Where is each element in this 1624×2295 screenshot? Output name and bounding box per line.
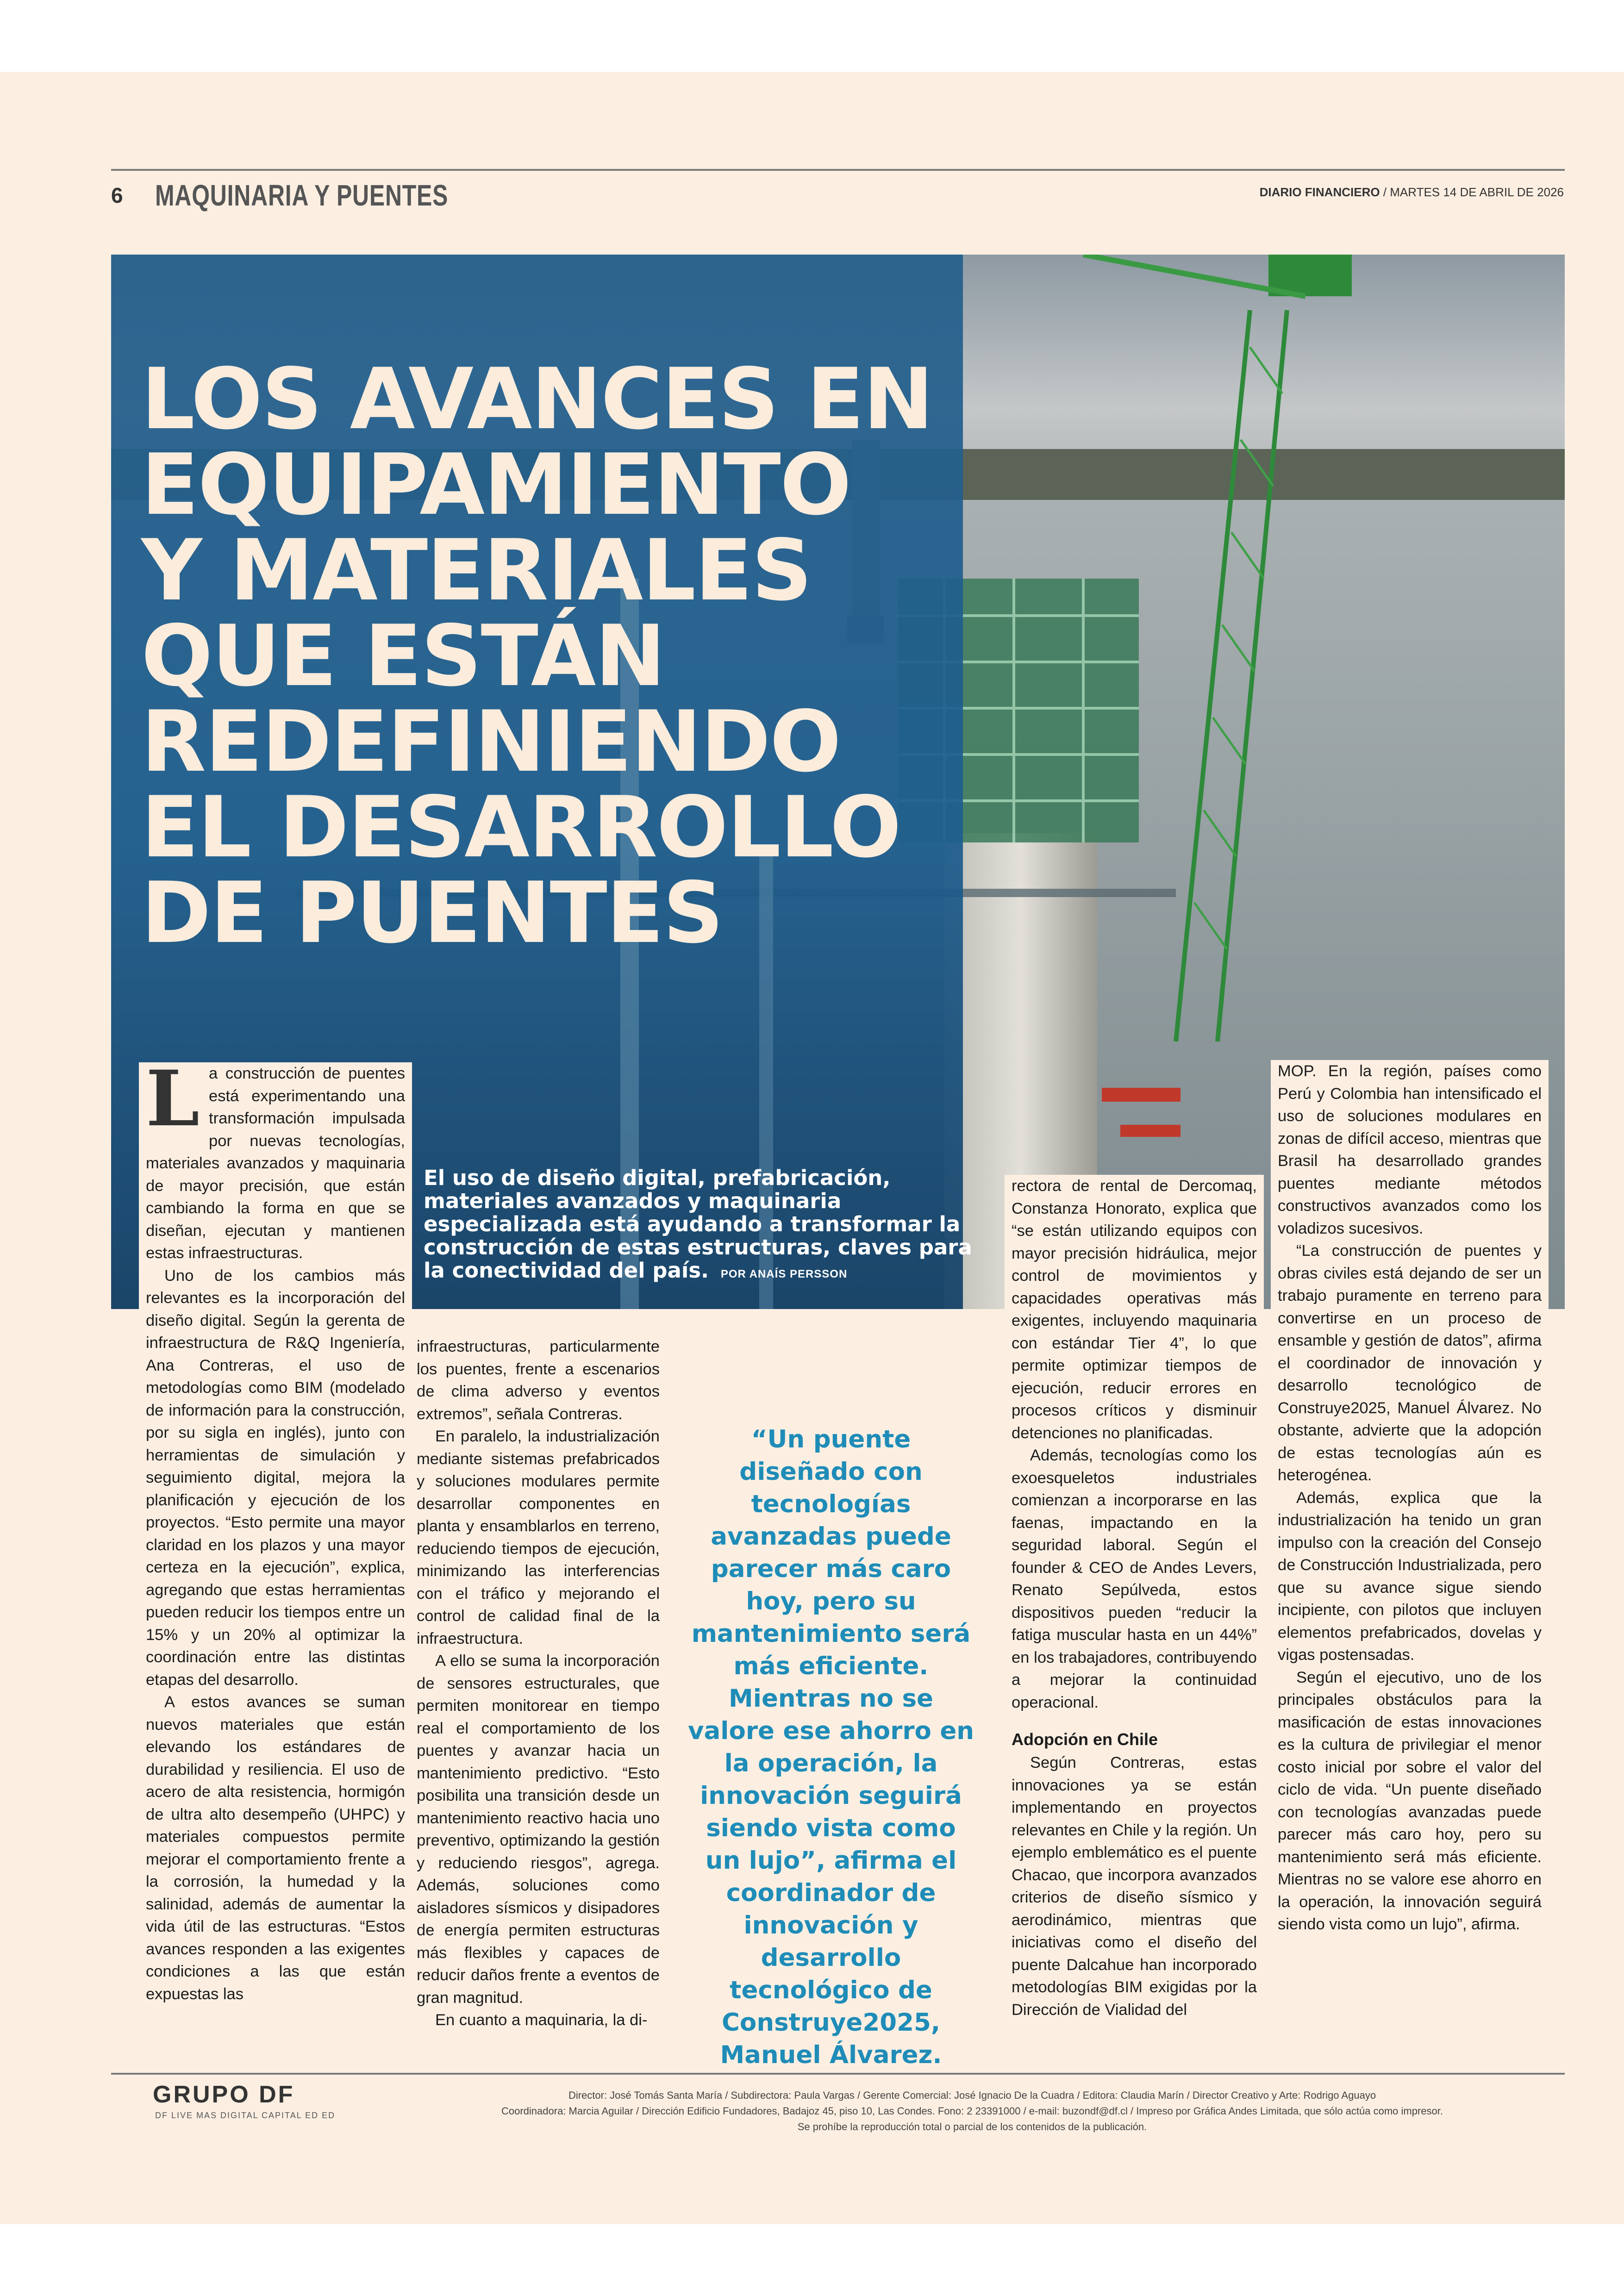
headline-line: EL DESARROLLO <box>141 778 901 876</box>
headline-line: DE PUENTES <box>141 864 723 962</box>
article-column-2 <box>417 1335 660 2032</box>
paragraph: La construcción de puentes está experimentando una transformación impulsada por nuevas tecnologías, materiales avanzados y maquinaria de mayor precisión, que están cambiando la forma en que se diseñan, ejecutan y mantienen estas infraestructuras. <box>146 1054 405 1262</box>
credits-line: Director: José Tomás Santa María / Subdirectora: Paula Vargas / Gerente Comercial: José Ignacio De la Cuadra / Editora: Claudia Marín / Director Creativo y Arte: Rodrigo Aguayo <box>568 2089 1376 2101</box>
deck <box>424 1166 979 1282</box>
publication-info <box>1260 185 1564 200</box>
section-title: MAQUINARIA Y PUENTES <box>155 179 449 212</box>
paragraph: Según el ejecutivo, uno de los principales obstáculos para la masificación de estas innovaciones es la cultura de privilegiar el menor costo inicial por sobre el valor del ciclo de vida. “Un puente diseñado con tecnologías avanzadas puede parecer más caro hoy, pero su mantenimiento será más eficiente. Mientras no se valore ese ahorro en la operación, la innovación seguirá siendo vista como un lujo”, afirma. <box>1278 1668 1542 1933</box>
paragraph: Según Contreras, estas innovaciones ya se están implementando en proyectos relevantes en Chile y la región. Un ejemplo emblemático es el puente Chacao, que incorpora avanzados criterios de diseño sísmico y aerodinámico, mientras que iniciativas como el diseño del puente Dalcahue han incorporado metodologías BIM exigidas por la Dirección de Vialidad del <box>1012 1754 1257 2019</box>
credits <box>380 2088 1565 2135</box>
paragraph: Uno de los cambios más relevantes es la incorporación del diseño digital. Según la gerenta de infraestructura de R&Q Ingeniería, Ana Contreras, el uso de metodologías como BIM (modelado de información para la construcción, por su sigla en inglés), junto con herramientas de simulación y seguimiento digital, mejora la planificación y ejecución de los proyectos. “Esto permite una mayor claridad en los plazos y una mayor certeza en la ejecución”, explica, agregando que estas herramientas pueden reducir los tiempos entre un 15% y un 20% al optimizar la coordinación entre las distintas etapas del desarrollo. <box>146 1266 405 1689</box>
paragraph: rectora de rental de Dercomaq, Constanza Honorato, explica que “se están utilizando equipos con mayor precisión hidráulica, mejor control de movimientos y capacidades operativas más exigentes, incluyendo maquinaria con estándar Tier 4”, lo que permite optimizar tiempos de ejecución, reducir errores en procesos críticos y disminuir detenciones no planificadas. <box>1012 1177 1257 1442</box>
paragraph: A estos avances se suman nuevos materiales que están elevando los estándares de durabilidad y resiliencia. El uso de acero de alta resistencia, hormigón de ultra alto desempeño (UHPC) y materiales compuestos permite mejorar el comportamiento frente a la corrosión, la humedad y la salinidad, además de aumentar la vida útil de las estructuras. “Estos avances responden a las exigentes condiciones a las que están expuestas las <box>146 1693 405 2003</box>
credits-line: Coordinadora: Marcia Aguilar / Dirección Edificio Fundadores, Badajoz 45, piso 10, Las Condes. Fono: 2 23391000 / e-mail: buzondf@df.cl / Impreso por Gráfica Andes Limitada, que sólo actúa como impresor. <box>501 2105 1443 2117</box>
headline <box>141 350 951 962</box>
headline-line: Y MATERIALES <box>141 521 812 619</box>
subheading: Adopción en Chile <box>1012 1730 1158 1749</box>
publication-date: / MARTES 14 DE ABRIL DE 2026 <box>1383 185 1564 199</box>
deck-text: El uso de diseño digital, prefabricación, materiales avanzados y maquinaria especializada está ayudando a transformar la construcción de estas estructuras, claves para la conectividad del país. <box>424 1166 972 1283</box>
brand-logo: GRUPO DF <box>153 2081 295 2108</box>
paragraph: En paralelo, la industrialización mediante sistemas prefabricados y soluciones modulares permite desarrollar componentes en planta y ensamblarlos en terreno, reduciendo tiempos de ejecución, minimizando las interferencias con el tráfico y mejorando el control de calidad final de la infraestructura. <box>417 1428 660 1647</box>
paragraph: A ello se suma la incorporación de sensores estructurales, que permiten monitorear en tiempo real el comportamiento de los puentes y avanzar hacia un mantenimiento predictivo. “Esto posibilita una transición desde un mantenimiento reactivo hacia uno preventivo, optimizando la gestión y reduciendo riesgos”, agrega. Además, soluciones como aisladores sísmicos y disipadores de energía permiten estructuras más flexibles y capaces de reducir daños frente a eventos de gran magnitud. <box>417 1652 660 2007</box>
credits-line: Se prohíbe la reproducción total o parcial de los contenidos de la publicación. <box>797 2121 1147 2133</box>
publication-name: DIARIO FINANCIERO <box>1259 185 1380 199</box>
paragraph: En cuanto a maquinaria, la di- <box>435 2011 648 2029</box>
byline: POR ANAÍS PERSSON <box>720 1268 848 1280</box>
pull-quote: “Un puente diseñado con tecnologías avanzadas puede parecer más caro hoy, pero su mantenimiento será más eficiente. Mientras no se valore ese ahorro en la operación, la innovación seguirá siendo vista como un lujo”, afirma el coordinador de innovación y desarrollo tecnológico de Construye2025, Manuel Álvarez. <box>687 1425 974 2069</box>
headline-line: REDEFINIENDO <box>141 692 841 791</box>
headline-line: EQUIPAMIENTO <box>141 436 851 534</box>
paragraph: Además, tecnologías como los exoesqueletos industriales comienzan a incorporarse en las faenas, impactando en la seguridad laboral. Según el founder & CEO de Andes Levers, Renato Sepúlveda, estos dispositivos pueden “reducir la fatiga muscular hasta en un 44%” en los trabajadores, contribuyendo a mejorar la continuidad operacional. <box>1012 1447 1257 1711</box>
paragraph: MOP. En la región, países como Perú y Colombia han intensificado el uso de soluciones modulares en zonas de difícil acceso, mientras que Brasil ha desarrollado grandes puentes mediante métodos constructivos avanzados como los voladizos sucesivos. <box>1278 1062 1542 1237</box>
brand-sublogos: DF LIVE MAS DIGITAL CAPITAL ED ED <box>155 2111 336 2120</box>
paragraph: “La construcción de puentes y obras civiles está dejando de ser un trabajo puramente en terreno para convertirse en un proceso de ensamble y gestión de datos”, afirma el coordinador de innovación y desarrollo tecnológico de Construye2025, Manuel Álvarez. No obstante, advierte que la adopción de estas tecnologías aún es heterogénea. <box>1278 1242 1542 1484</box>
header-rule <box>111 169 1565 171</box>
article-column-4 <box>1271 1060 1549 1940</box>
headline-line: QUE ESTÁN <box>141 607 665 705</box>
paragraph: infraestructuras, particularmente los puentes, frente a escenarios de clima adverso y eventos extremos”, señala Contreras. <box>417 1338 660 1423</box>
headline-line: LOS AVANCES EN <box>141 350 933 448</box>
footer-rule <box>111 2073 1565 2075</box>
paragraph: Además, explica que la industrialización ha tenido un gran impulso con la creación del Consejo de Construcción Industrializada, pero que su avance sigue siendo incipiente, con pilotos que incluyen elementos prefabricados, dovelas y vigas postensadas. <box>1278 1489 1542 1664</box>
article-column-3 <box>1005 1175 1264 2021</box>
drop-cap: L <box>146 1054 200 1143</box>
page-number: 6 <box>111 183 123 207</box>
article-column-1 <box>139 1054 412 2010</box>
